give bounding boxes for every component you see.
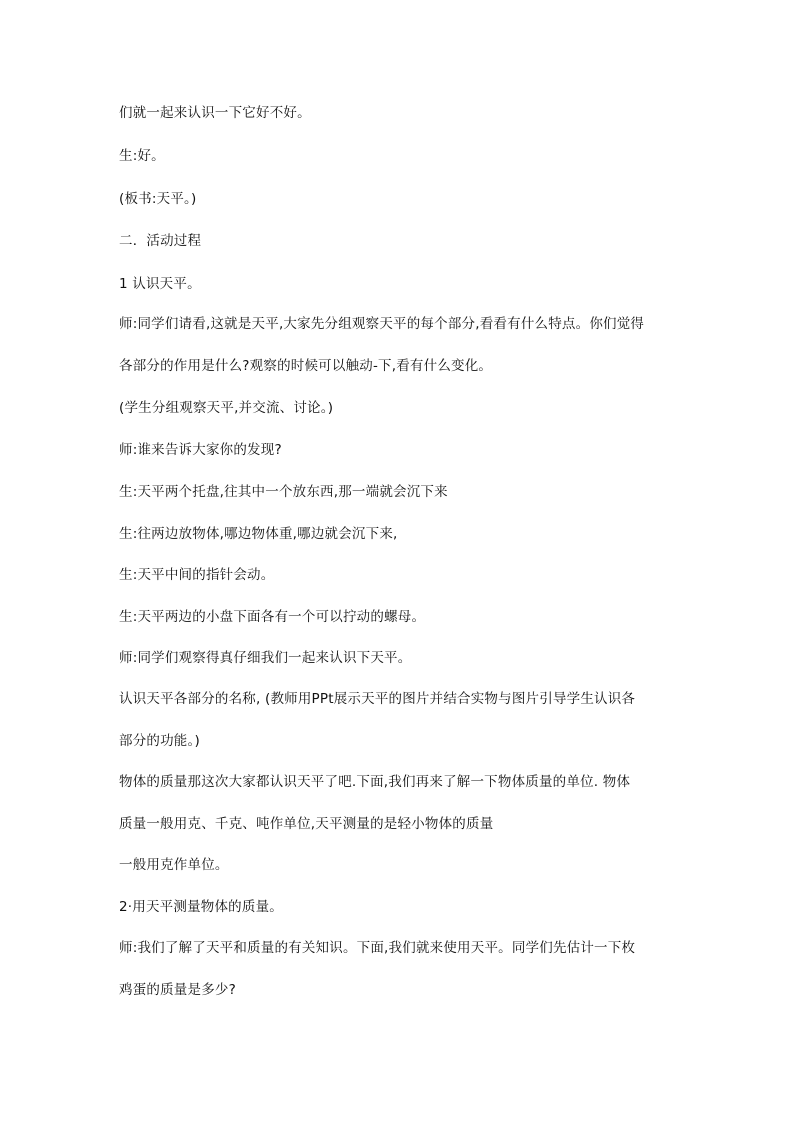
text-line: 师:同学们观察得真仔细我们一起来认识下天平。 (119, 650, 412, 666)
text-line: 师:我们了解了天平和质量的有关知识。下面,我们就来使用天平。同学们先估计一下枚 (119, 940, 636, 956)
text-line: 师:同学们请看,这就是天平,大家先分组观察天平的每个部分,看看有什么特点。你们觉得 (119, 316, 645, 332)
subsection-heading: 2·用天平测量物体的质量。 (119, 899, 283, 915)
text-line: 生:天平两个托盘,往其中一个放东西,那一端就会沉下来 (119, 484, 448, 500)
text-line: 生:天平两边的小盘下面各有一个可以拧动的螺母。 (119, 609, 426, 625)
text-line: (板书:天平。) (119, 191, 197, 207)
text-line: 生:天平中间的指针会动。 (119, 567, 275, 583)
text-line: 物体的质量那这次大家都认识天平了吧.下面,我们再来了解一下物体质量的单位. 物体 (119, 774, 631, 790)
section-heading: 二．活动过程 (119, 233, 202, 249)
subsection-heading: 1 认识天平。 (119, 276, 201, 292)
text-line: (学生分组观察天平,并交流、讨论。) (119, 400, 334, 416)
text-line: 部分的功能。) (119, 733, 200, 749)
text-line: 一般用克作单位。 (119, 857, 229, 873)
text-line: 质量一般用克、千克、吨作单位,天平测量的是轻小物体的质量 (119, 816, 494, 832)
text-line: 认识天平各部分的名称, (教师用PPt展示天平的图片并结合实物与图片引导学生认识各 (119, 691, 636, 707)
text-line: 们就一起来认识一下它好不好。 (119, 105, 311, 121)
text-line: 生:往两边放物体,哪边物体重,哪边就会沉下来, (119, 526, 398, 542)
text-line: 鸡蛋的质量是多少? (119, 982, 236, 998)
text-line: 各部分的作用是什么?观察的时候可以触动-下,看有什么变化。 (119, 358, 493, 374)
text-line: 师:谁来告诉大家你的发现? (119, 442, 282, 458)
text-line: 生:好。 (119, 148, 165, 164)
